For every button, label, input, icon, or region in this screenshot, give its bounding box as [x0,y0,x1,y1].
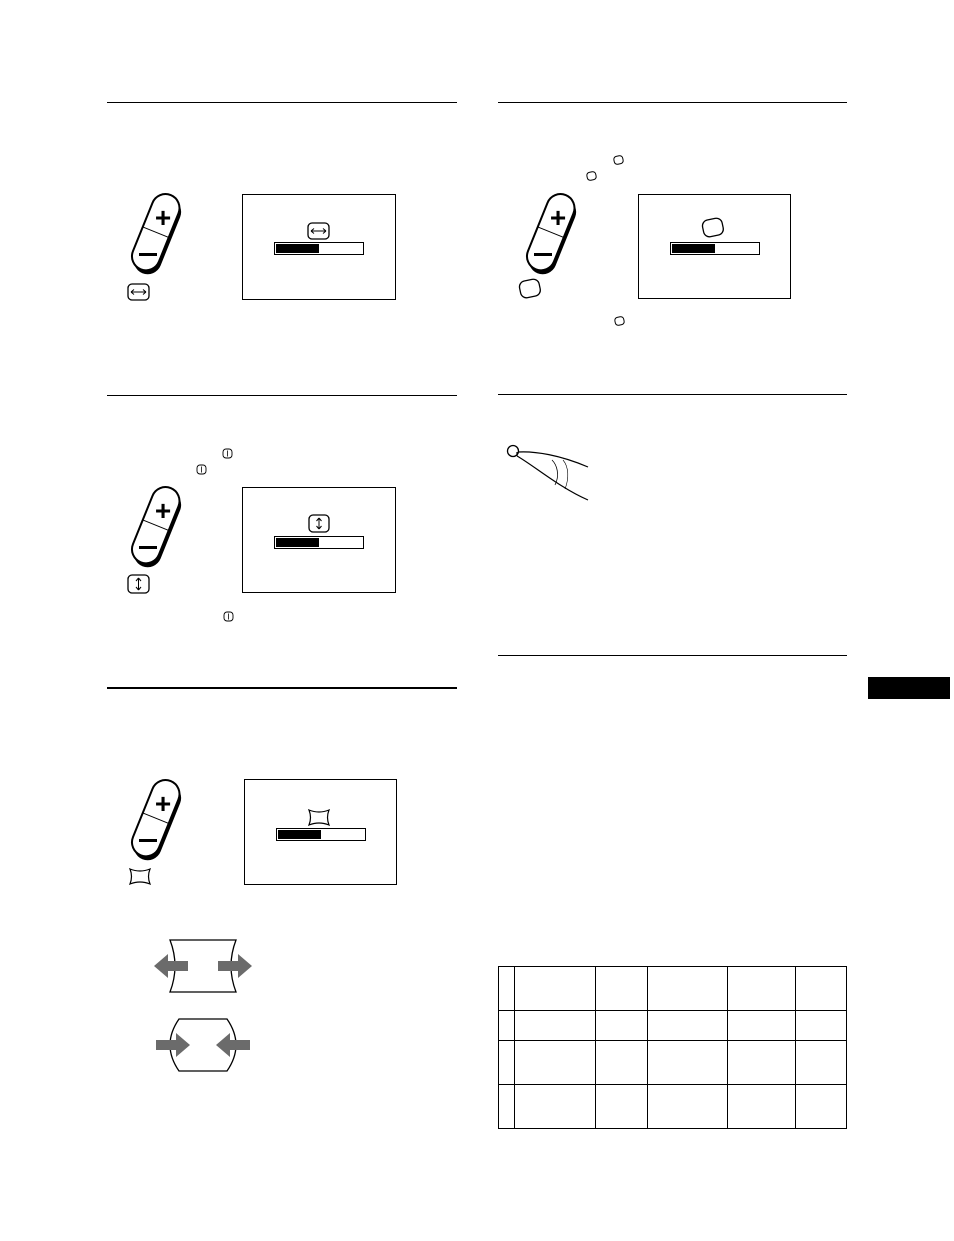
specification-table [498,966,847,1129]
svg-text:+: + [154,202,172,233]
plus-minus-control-icon[interactable] [130,486,190,571]
section-rule-horizontal-size [107,102,457,103]
horizontal-size-icon [307,222,330,240]
section-rule-reset [498,394,847,395]
table-cell [514,1085,595,1129]
level-bar [276,828,366,841]
level-bar [274,536,364,549]
section-rule-table [498,655,847,656]
pincushion-outward-illustration [150,938,256,994]
level-bar [274,242,364,255]
table-cell [499,967,515,1011]
table-cell [647,1041,728,1085]
geometry-icon [613,155,624,165]
osd-window-pincushion [244,779,397,885]
barrel-inward-illustration [153,1017,253,1073]
vertical-size-icon [308,514,330,533]
table-cell [499,1085,515,1129]
table-cell [796,967,847,1011]
vertical-size-icon [222,448,233,459]
table-cell [647,967,728,1011]
geometry-icon [518,278,543,300]
level-bar-fill [278,830,321,839]
osd-window-geometry [638,194,791,299]
section-rule-pincushion [107,687,457,689]
table-cell [728,1085,796,1129]
vertical-size-icon [127,574,150,594]
table-row [499,1011,847,1041]
geometry-icon [701,217,726,239]
table-cell [728,1011,796,1041]
table-cell [796,1041,847,1085]
pen-icon [505,443,595,505]
table-cell [728,1041,796,1085]
table-cell [595,1085,647,1129]
table-cell [796,1085,847,1129]
vertical-size-icon [223,611,234,622]
table-cell [595,1041,647,1085]
table-cell [595,967,647,1011]
horizontal-size-icon [127,283,150,301]
vertical-size-icon [196,464,207,475]
table-cell [514,1011,595,1041]
table-row [499,1085,847,1129]
plus-minus-control-icon[interactable] [525,193,585,278]
table-row [499,1041,847,1085]
table-cell [647,1011,728,1041]
table-cell [796,1011,847,1041]
table-cell [499,1041,515,1085]
svg-text:+: + [549,202,567,233]
osd-window-horizontal-size [242,194,396,300]
svg-text:+: + [154,495,172,526]
geometry-icon [586,171,597,181]
section-tab-marker [868,677,950,699]
level-bar [670,242,760,255]
level-bar-fill [672,244,715,253]
section-rule-vertical-size [107,395,457,396]
table-cell [514,1041,595,1085]
table-cell [514,967,595,1011]
svg-text:+: + [154,788,172,819]
table-cell [499,1011,515,1041]
level-bar-fill [276,244,319,253]
geometry-icon [614,316,625,326]
level-bar-fill [276,538,319,547]
pincushion-icon [128,867,152,886]
plus-minus-control-icon[interactable] [130,193,190,278]
osd-window-vertical-size [242,487,396,593]
table-cell [647,1085,728,1129]
table-cell [595,1011,647,1041]
table-cell [728,967,796,1011]
section-rule-geometry [498,102,847,103]
pincushion-icon [307,808,331,827]
plus-minus-control-icon[interactable] [130,779,190,864]
table-row [499,967,847,1011]
